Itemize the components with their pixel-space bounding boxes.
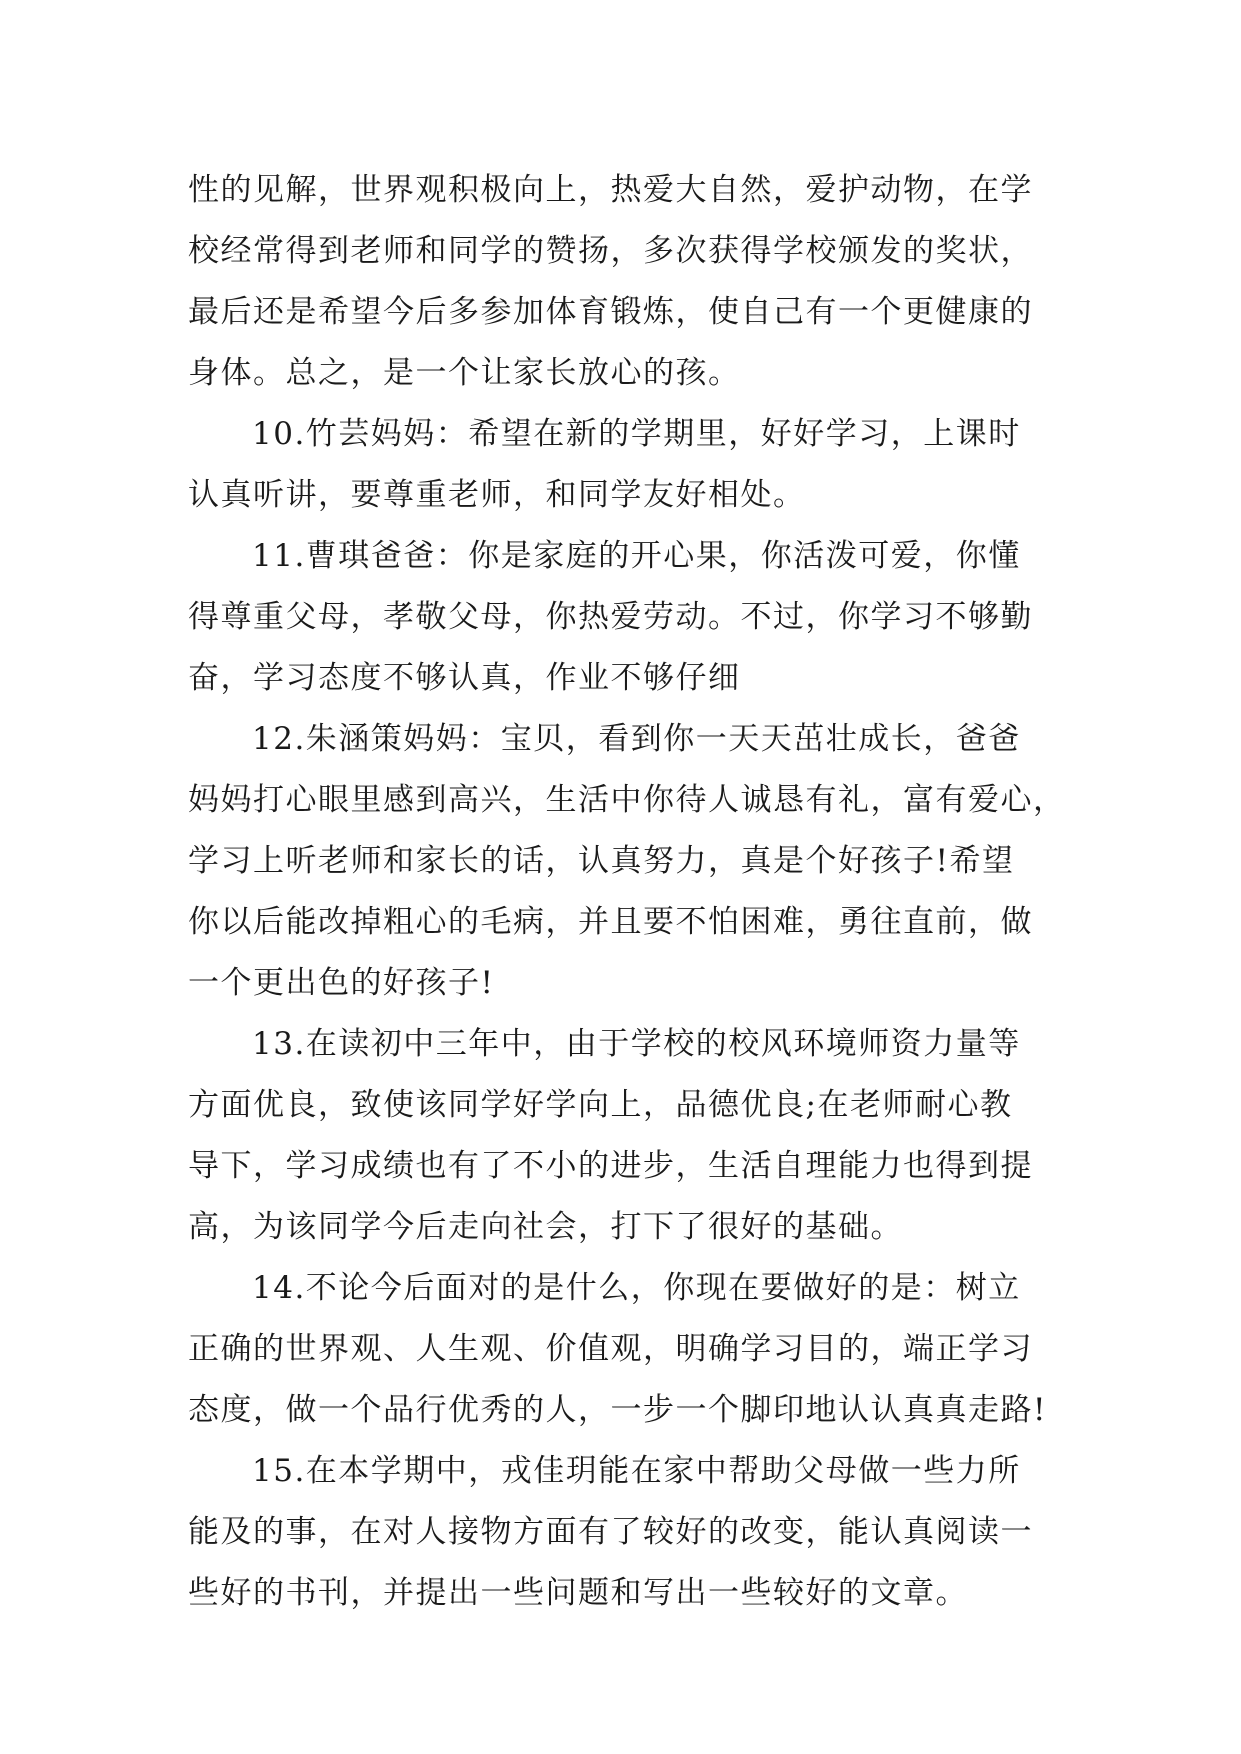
paragraph-item-10 [188, 404, 1068, 526]
text-line: 14.不论今后面对的是什么，你现在要做好的是：树立 [252, 1270, 1021, 1306]
text-line: 15.在本学期中，戎佳玥能在家中帮助父母做一些力所 [252, 1453, 1021, 1489]
text-line: 些好的书刊，并提出一些问题和写出一些较好的文章。 [188, 1575, 968, 1611]
paragraph-item-12 [188, 709, 1068, 1014]
text-line: 12.朱涵策妈妈：宝贝，看到你一天天茁壮成长，爸爸 [252, 721, 1021, 757]
text-line: 正确的世界观、人生观、价值观，明确学习目的，端正学习 [188, 1331, 1033, 1367]
text-line: 态度，做一个品行优秀的人，一步一个脚印地认认真真走路! [188, 1392, 1047, 1428]
text-line: 妈妈打心眼里感到高兴，生活中你待人诚恳有礼，富有爱心， [188, 782, 1066, 818]
text-line: 校经常得到老师和同学的赞扬，多次获得学校颁发的奖状， [188, 233, 1033, 269]
text-line: 一个更出色的好孩子! [188, 965, 495, 1001]
text-line: 你以后能改掉粗心的毛病，并且要不怕困难，勇往直前，做 [188, 904, 1033, 940]
paragraph-item-11 [188, 526, 1068, 709]
text-line: 学习上听老师和家长的话，认真努力，真是个好孩子!希望 [188, 843, 1015, 879]
text-line: 13.在读初中三年中，由于学校的校风环境师资力量等 [252, 1026, 1021, 1062]
text-line: 导下，学习成绩也有了不小的进步，生活自理能力也得到提 [188, 1148, 1033, 1184]
text-line: 高，为该同学今后走向社会，打下了很好的基础。 [188, 1209, 903, 1245]
paragraph-continuation [188, 160, 1068, 404]
text-line: 奋，学习态度不够认真，作业不够仔细 [188, 660, 741, 696]
text-line: 得尊重父母，孝敬父母，你热爱劳动。不过，你学习不够勤 [188, 599, 1033, 635]
paragraph-item-15 [188, 1441, 1068, 1624]
text-line: 最后还是希望今后多参加体育锻炼，使自己有一个更健康的 [188, 294, 1033, 330]
paragraph-item-14 [188, 1258, 1068, 1441]
text-line: 能及的事，在对人接物方面有了较好的改变，能认真阅读一 [188, 1514, 1033, 1550]
paragraph-item-13 [188, 1014, 1068, 1258]
text-line: 方面优良，致使该同学好学向上，品德优良;在老师耐心教 [188, 1087, 1013, 1123]
text-line: 10.竹芸妈妈：希望在新的学期里，好好学习，上课时 [252, 416, 1021, 452]
text-line: 认真听讲，要尊重老师，和同学友好相处。 [188, 477, 806, 513]
text-line: 身体。总之，是一个让家长放心的孩。 [188, 355, 741, 391]
document-body [188, 160, 1068, 1624]
text-line: 11.曹琪爸爸：你是家庭的开心果，你活泼可爱，你懂 [252, 538, 1021, 574]
text-line: 性的见解，世界观积极向上，热爱大自然，爱护动物，在学 [188, 172, 1033, 208]
